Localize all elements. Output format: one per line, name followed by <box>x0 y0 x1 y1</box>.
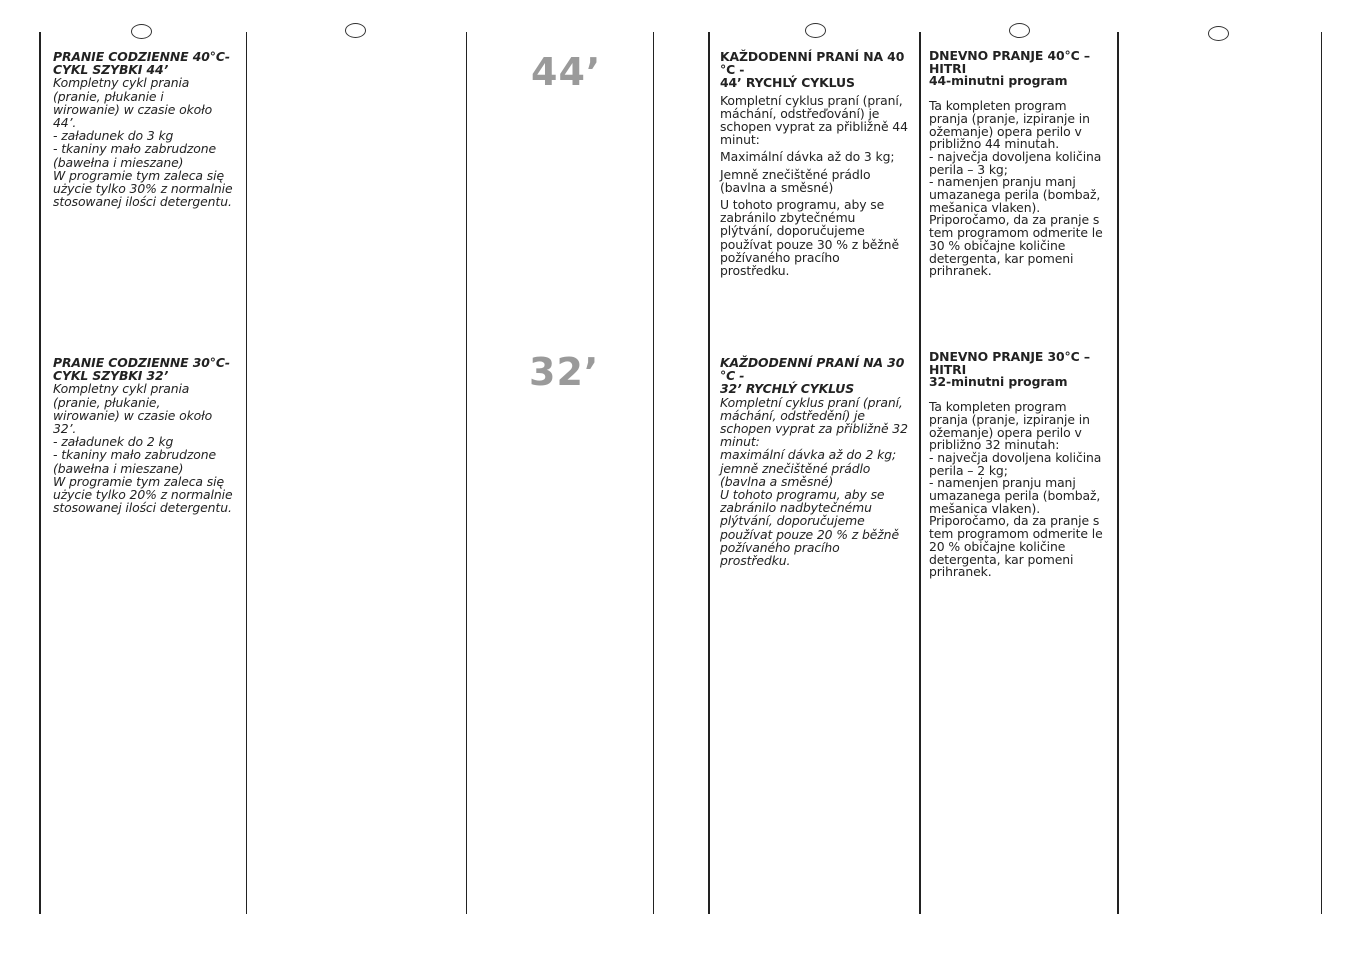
column-rule <box>39 32 41 914</box>
section-title: KAŽDODENNÍ PRANÍ NA 40 °C - 44’ RYCHLÝ CYKLUS <box>720 49 905 91</box>
language-marker-icon <box>345 23 366 38</box>
program-time-44: 44’ <box>531 50 602 94</box>
cz-section-40 <box>720 50 916 277</box>
section-title: KAŽDODENNÍ PRANÍ NA 30 °C - 32’ RYCHLÝ CYKLUS <box>720 355 905 397</box>
sl-section-40 <box>929 50 1115 278</box>
pl-section-40 <box>53 50 239 208</box>
section-title: PRANIE CODZIENNE 40°C- CYKL SZYBKI 44’ <box>53 49 230 78</box>
column-rule <box>653 32 654 914</box>
cz-section-30 <box>720 356 916 567</box>
pl-section-30 <box>53 356 239 514</box>
column-rule <box>1117 32 1119 914</box>
column-rule <box>246 32 247 914</box>
column-rule <box>708 32 710 914</box>
language-marker-icon <box>1009 23 1030 38</box>
section-body: Kompletní cyklus praní (praní, máchání, odstředění) je schopen vyprat za přibližně 32 minut: maximální dávka až do 2 kg; jemně znečištěné prádlo (bavlna a směsné) U tohoto programu, aby se zabránilo nadbytečnému plýtvání, doporučujeme používat pouze 20 % z běžně požívaného pracího prostředku. <box>720 394 908 569</box>
section-body: Kompletny cykl prania (pranie, płukanie, wirowanie) w czasie około 32’. - załadunek do 2 kg - tkaniny mało zabrudzone (bawełna i mieszane) W programie tym zaleca się użycie tylko 20% z normalnie stosowanej ilości detergentu. <box>53 381 233 516</box>
section-paragraph: U tohoto programu, aby se zabránilo zbytečnému plýtvání, doporučujeme používat pouze 30 % z běžně požívaného pracího prostředku. <box>720 197 899 279</box>
section-body: Ta kompleten program pranja (pranje, izpiranje in ožemanje) opera perilo v približno 32 minutah: - največja dovoljena količina perila – 2 kg; - namenjen pranju manj umazanega perila (bombaž, mešanica vlaken). Priporočamo, da za pranje s tem programom odmerite le 20 % običajne količine detergenta, kar pomeni prihranek. <box>929 399 1103 580</box>
section-paragraph: Kompletní cyklus praní (praní, máchání, odstřeďování) je schopen vyprat za přibližně 44 minut: <box>720 92 908 148</box>
column-rule <box>919 32 921 914</box>
language-marker-icon <box>1208 26 1229 41</box>
section-title: DNEVNO PRANJE 30°C – HITRI 32-minutni program <box>929 349 1090 390</box>
sl-section-30 <box>929 351 1115 579</box>
language-marker-icon <box>805 23 826 38</box>
language-marker-icon <box>131 24 152 39</box>
section-paragraph: Jemně znečištěné prádlo (bavlna a směsné) <box>720 166 871 195</box>
column-rule <box>1321 32 1322 914</box>
section-body: Kompletny cykl prania (pranie, płukanie i wirowanie) w czasie około 44’. - załadunek do 3 kg - tkaniny mało zabrudzone (bawełna i mieszane) W programie tym zaleca się użycie tylko 30% z normalnie stosowanej ilości detergentu. <box>53 75 233 210</box>
section-title: PRANIE CODZIENNE 30°C- CYKL SZYBKI 32’ <box>53 355 230 384</box>
column-rule <box>466 32 467 914</box>
section-title: DNEVNO PRANJE 40°C – HITRI 44-minutni program <box>929 48 1090 89</box>
program-time-32: 32’ <box>529 350 600 394</box>
section-paragraph: Maximální dávka až do 3 kg; <box>720 149 895 165</box>
section-body: Ta kompleten program pranja (pranje, izpiranje in ožemanje) opera perilo v približno 44 minutah. - največja dovoljena količina perila – 3 kg; - namenjen pranju manj umazanega perila (bombaž, mešanica vlaken). Priporočamo, da za pranje s tem programom odmerite le 30 % običajne količine detergenta, kar pomeni prihranek. <box>929 98 1103 279</box>
